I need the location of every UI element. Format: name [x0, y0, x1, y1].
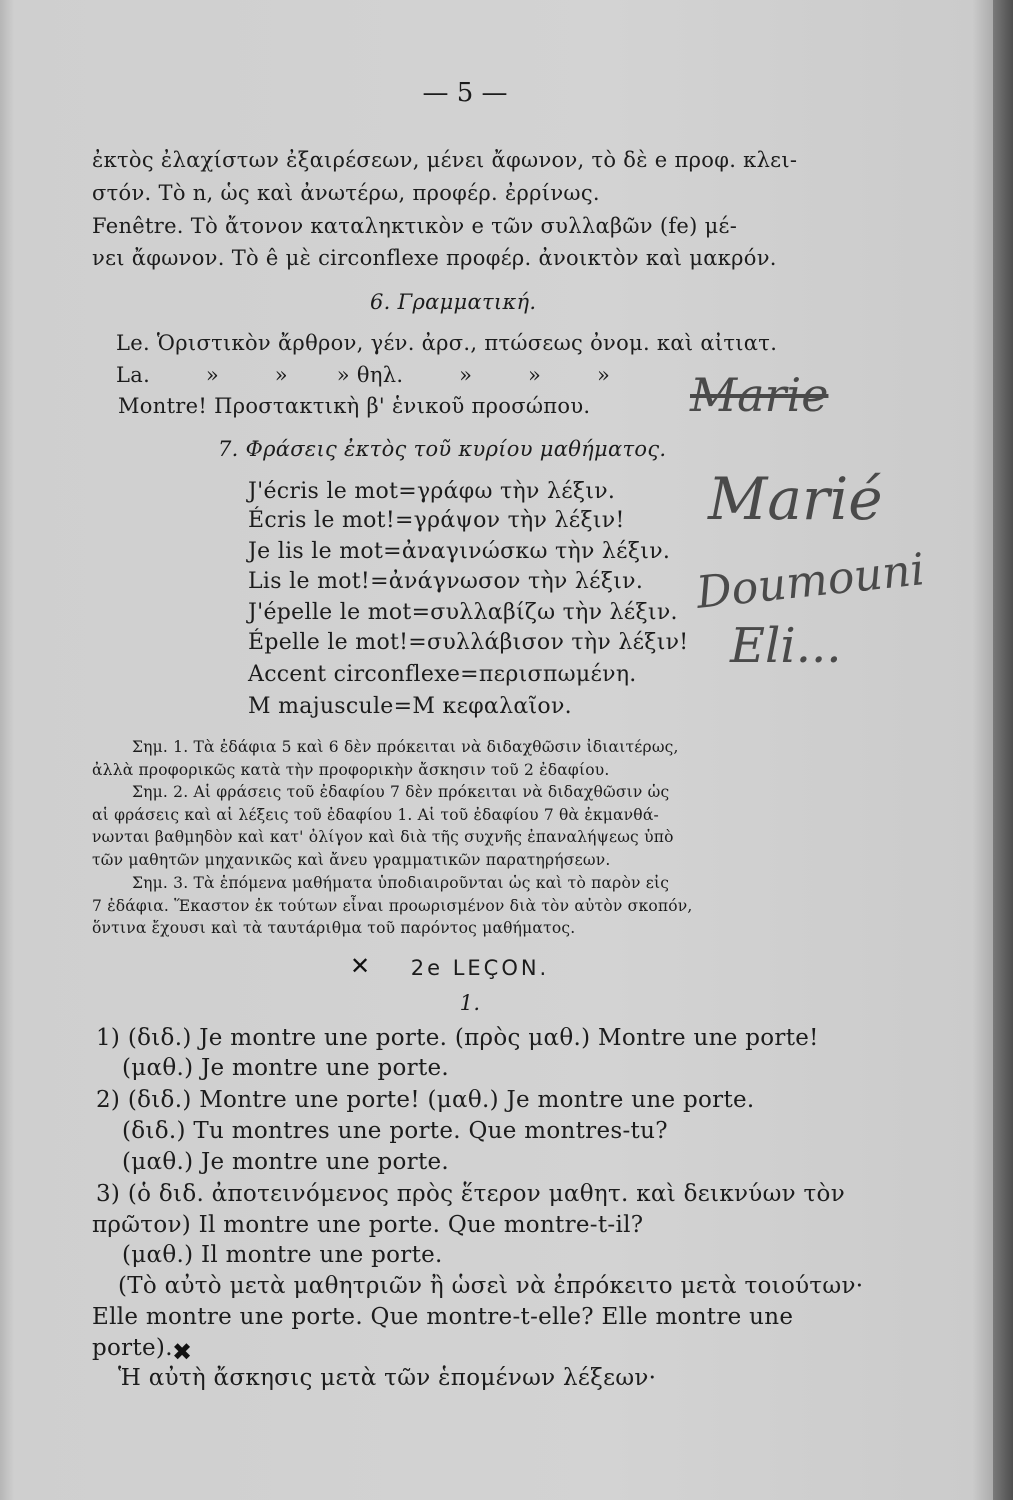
handwritten-name: Marié — [708, 465, 883, 533]
dialogue-line: (Τὸ αὐτὸ μετὰ μαθητριῶν ἢ ὡσεὶ νὰ ἐπρόκειτο μετὰ τοιούτων· — [118, 1273, 864, 1299]
dialogue-line: (μαθ.) Je montre une porte. — [122, 1055, 450, 1081]
handwritten-name: Marie — [690, 368, 829, 422]
text-line: Montre! Προστακτικὴ β' ἑνικοῦ προσώπου. — [118, 394, 591, 418]
cross-mark: ✕ — [350, 952, 371, 980]
handwritten-name: Eli... — [730, 618, 842, 674]
lesson-heading: 2e LEÇON. — [410, 956, 550, 980]
section-heading-6: 6. Γραμματική. — [370, 290, 537, 314]
note-line: 7 ἐδάφια. Ἕκαστον ἐκ τούτων εἶναι προωρισμένον διὰ τὸν αὐτὸν σκοπόν, — [92, 897, 693, 915]
text-line: La. » » » θηλ. » » » — [116, 363, 611, 387]
cross-mark: ✖ — [172, 1338, 193, 1366]
note-line: νωνται βαθμηδὸν καὶ κατ' ὀλίγον καὶ διὰ τῆς συχνῆς ἐπαναλήψεως ὑπὸ — [92, 828, 674, 846]
dialogue-line: (διδ.) Tu montres une porte. Que montres-tu? — [122, 1118, 668, 1144]
text-line: στόν. Τὸ n, ὡς καὶ ἀνωτέρω, προφέρ. ἐρρίνως. — [92, 181, 600, 205]
book-spine — [993, 0, 1013, 1500]
dialogue-line: (μαθ.) Je montre une porte. — [122, 1149, 450, 1175]
note-line: αἱ φράσεις καὶ αἱ λέξεις τοῦ ἐδαφίου 1. Αἱ τοῦ ἐδαφίου 7 θὰ ἐκμανθά- — [92, 806, 659, 824]
section-heading-1: 1. — [459, 991, 481, 1015]
page-number: — 5 — — [422, 78, 508, 108]
dialogue-line: porte). — [92, 1335, 173, 1361]
example-line: M majuscule=M κεφαλαῖον. — [248, 694, 572, 719]
dialogue-line: πρῶτον) Il montre une porte. Que montre-t-il? — [92, 1212, 644, 1238]
section-heading-7: 7. Φράσεις ἐκτὸς τοῦ κυρίου μαθήματος. — [218, 437, 667, 461]
handwritten-name: Doumouni — [693, 544, 928, 619]
example-line: Écris le mot!=γράψον τὴν λέξιν! — [248, 508, 625, 533]
example-line: J'écris le mot=γράφω τὴν λέξιν. — [248, 479, 616, 504]
text-line: Fenêtre. Τὸ ἄτονον καταληκτικὸν e τῶν συλλαβῶν (fe) μέ- — [92, 214, 738, 238]
dialogue-line: Ἡ αὐτὴ ἄσκησις μετὰ τῶν ἑπομένων λέξεων· — [118, 1365, 657, 1391]
dialogue-line: 2) (διδ.) Montre une porte! (μαθ.) Je montre une porte. — [96, 1087, 755, 1113]
note-line: Σημ. 2. Αἱ φράσεις τοῦ ἐδαφίου 7 δὲν πρόκειται νὰ διδαχθῶσιν ὡς — [132, 783, 670, 801]
dialogue-line: 3) (ὁ διδ. ἀποτεινόμενος πρὸς ἕτερον μαθητ. καὶ δεικνύων τὸν — [96, 1181, 845, 1207]
example-line: J'épelle le mot=συλλαβίζω τὴν λέξιν. — [248, 600, 678, 625]
dialogue-line: Elle montre une porte. Que montre-t-elle? Elle montre une — [92, 1304, 794, 1330]
dialogue-line: (μαθ.) Il montre une porte. — [122, 1242, 443, 1268]
note-line: ἀλλὰ προφορικῶς κατὰ τὴν προφορικὴν ἄσκησιν τοῦ 2 ἐδαφίου. — [92, 761, 610, 779]
example-line: Lis le mot!=ἀνάγνωσον τὴν λέξιν. — [248, 569, 644, 594]
example-line: Épelle le mot!=συλλάβισον τὴν λέξιν! — [248, 630, 689, 655]
note-line: ὅντινα ἔχουσι καὶ τὰ ταυτάριθμα τοῦ παρόντος μαθήματος. — [92, 919, 576, 937]
example-line: Accent circonflexe=περισπωμένη. — [248, 662, 637, 687]
text-line: Le. Ὁριστικὸν ἄρθρον, γέν. ἀρσ., πτώσεως ὀνομ. καὶ αἰτιατ. — [116, 331, 778, 355]
text-line: ἐκτὸς ἐλαχίστων ἐξαιρέσεων, μένει ἄφωνον, τὸ δὲ e προφ. κλει- — [92, 148, 798, 172]
note-line: Σημ. 1. Τὰ ἐδάφια 5 καὶ 6 δὲν πρόκειται νὰ διδαχθῶσιν ἰδιαιτέρως, — [132, 738, 679, 756]
note-line: τῶν μαθητῶν μηχανικῶς καὶ ἄνευ γραμματικῶν παρατηρήσεων. — [92, 851, 611, 869]
dialogue-line: 1) (διδ.) Je montre une porte. (πρὸς μαθ.) Montre une porte! — [96, 1025, 819, 1051]
note-line: Σημ. 3. Τὰ ἑπόμενα μαθήματα ὑποδιαιροῦνται ὡς καὶ τὸ παρὸν εἰς — [132, 874, 670, 892]
example-line: Je lis le mot=ἀναγινώσκω τὴν λέξιν. — [248, 539, 671, 564]
text-line: νει ἄφωνον. Τὸ ê μὲ circonflexe προφέρ. ἀνοικτὸν καὶ μακρόν. — [92, 246, 777, 270]
